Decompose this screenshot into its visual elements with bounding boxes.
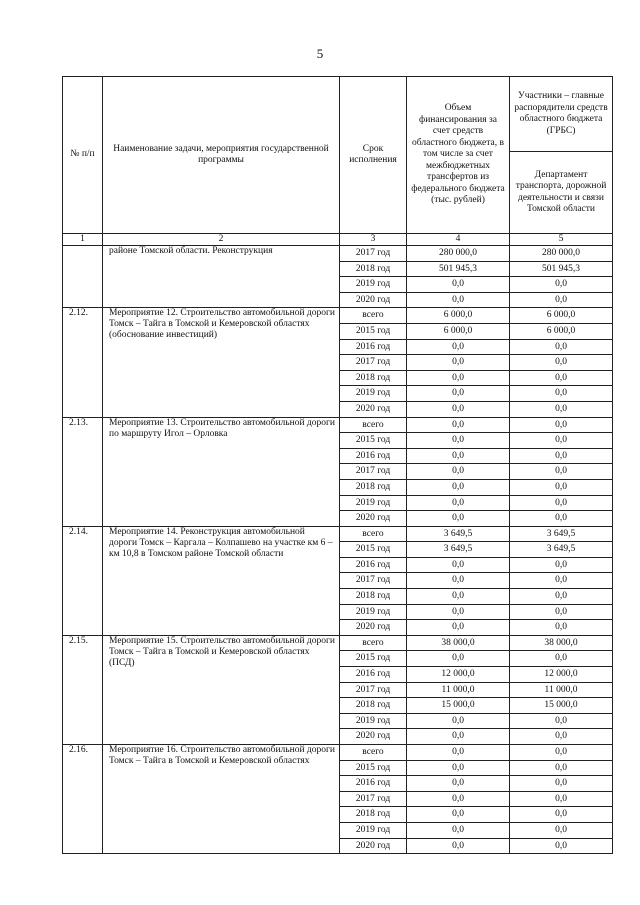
column-number: 1	[63, 234, 103, 246]
grbs-cell: 0,0	[510, 417, 613, 433]
grbs-cell: 0,0	[510, 355, 613, 371]
header-name: Наименование задачи, мероприятия государственной программы	[103, 77, 340, 234]
grbs-cell: 0,0	[510, 339, 613, 355]
volume-cell: 0,0	[407, 557, 510, 573]
volume-cell: 0,0	[407, 339, 510, 355]
measure-number: 2.16.	[63, 745, 103, 854]
volume-cell: 0,0	[407, 604, 510, 620]
measure-name: районе Томской области. Реконструкция	[103, 246, 340, 308]
period-cell: 2016 год	[340, 448, 407, 464]
header-row	[63, 77, 613, 152]
period-cell: всего	[340, 745, 407, 761]
period-cell: 2020 год	[340, 511, 407, 527]
grbs-cell: 0,0	[510, 838, 613, 854]
period-cell: 2018 год	[340, 589, 407, 605]
measure-name: Мероприятие 13. Строительство автомобильной дороги по маршруту Игол – Орловка	[103, 417, 340, 526]
grbs-cell: 0,0	[510, 511, 613, 527]
column-number: 3	[340, 234, 407, 246]
grbs-cell: 0,0	[510, 589, 613, 605]
grbs-cell: 6 000,0	[510, 308, 613, 324]
grbs-cell: 0,0	[510, 651, 613, 667]
period-cell: 2018 год	[340, 698, 407, 714]
grbs-cell: 0,0	[510, 604, 613, 620]
volume-cell: 6 000,0	[407, 323, 510, 339]
volume-cell: 6 000,0	[407, 308, 510, 324]
table-row	[63, 308, 613, 324]
table-row	[63, 635, 613, 651]
period-cell: 2020 год	[340, 729, 407, 745]
grbs-cell: 0,0	[510, 745, 613, 761]
grbs-cell: 0,0	[510, 729, 613, 745]
grbs-cell: 0,0	[510, 776, 613, 792]
header-participants: Участники – главные распорядители средств областного бюджета (ГРБС)	[510, 77, 613, 152]
grbs-cell: 0,0	[510, 760, 613, 776]
volume-cell: 15 000,0	[407, 698, 510, 714]
period-cell: 2015 год	[340, 323, 407, 339]
period-cell: 2019 год	[340, 713, 407, 729]
measure-name: Мероприятие 14. Реконструкция автомобильной дороги Томск – Каргала – Колпашево на участке км 6 – км 10,8 в Томском районе Томской области	[103, 526, 340, 635]
period-cell: всего	[340, 635, 407, 651]
table-row	[63, 526, 613, 542]
measure-name: Мероприятие 12. Строительство автомобильной дороги Томск – Тайга в Томской и Кемеровской областях (обоснование инвестиций)	[103, 308, 340, 417]
measure-name: Мероприятие 15. Строительство автомобильной дороги Томск – Тайга в Томской и Кемеровской областях (ПСД)	[103, 635, 340, 744]
volume-cell: 0,0	[407, 511, 510, 527]
volume-cell: 0,0	[407, 807, 510, 823]
period-cell: 2020 год	[340, 401, 407, 417]
grbs-cell: 501 945,3	[510, 261, 613, 277]
volume-cell: 0,0	[407, 292, 510, 308]
period-cell: 2015 год	[340, 651, 407, 667]
period-cell: 2019 год	[340, 822, 407, 838]
grbs-cell: 38 000,0	[510, 635, 613, 651]
period-cell: 2020 год	[340, 620, 407, 636]
grbs-cell: 0,0	[510, 822, 613, 838]
period-cell: всего	[340, 417, 407, 433]
period-cell: 2019 год	[340, 277, 407, 293]
grbs-cell: 6 000,0	[510, 323, 613, 339]
grbs-cell: 0,0	[510, 386, 613, 402]
grbs-cell: 0,0	[510, 370, 613, 386]
column-number-row	[63, 234, 613, 246]
column-number: 2	[103, 234, 340, 246]
header-term: Срок исполнения	[340, 77, 407, 234]
program-table	[62, 76, 613, 854]
volume-cell: 0,0	[407, 417, 510, 433]
volume-cell: 0,0	[407, 651, 510, 667]
measure-name: Мероприятие 16. Строительство автомобильной дороги Томск – Тайга в Томской и Кемеровской областях	[103, 745, 340, 854]
period-cell: 2017 год	[340, 791, 407, 807]
grbs-cell: 0,0	[510, 713, 613, 729]
volume-cell: 0,0	[407, 838, 510, 854]
volume-cell: 3 649,5	[407, 526, 510, 542]
table-row	[63, 745, 613, 761]
period-cell: 2019 год	[340, 386, 407, 402]
grbs-cell: 0,0	[510, 557, 613, 573]
measure-number: 2.15.	[63, 635, 103, 744]
volume-cell: 0,0	[407, 401, 510, 417]
period-cell: 2017 год	[340, 246, 407, 262]
period-cell: 2017 год	[340, 682, 407, 698]
volume-cell: 0,0	[407, 355, 510, 371]
volume-cell: 0,0	[407, 822, 510, 838]
header-volume: Объем финансирования за счет средств областного бюджета, в том числе за счет межбюджетных трансфертов из федерального бюджета (тыс. рублей)	[407, 77, 510, 234]
grbs-cell: 0,0	[510, 401, 613, 417]
grbs-cell: 0,0	[510, 292, 613, 308]
grbs-cell: 0,0	[510, 791, 613, 807]
volume-cell: 0,0	[407, 479, 510, 495]
measure-number: 2.14.	[63, 526, 103, 635]
period-cell: 2016 год	[340, 339, 407, 355]
grbs-cell: 3 649,5	[510, 542, 613, 558]
volume-cell: 0,0	[407, 464, 510, 480]
volume-cell: 0,0	[407, 729, 510, 745]
header-num: № п/п	[63, 77, 103, 234]
period-cell: 2019 год	[340, 604, 407, 620]
grbs-cell: 0,0	[510, 620, 613, 636]
grbs-cell: 0,0	[510, 433, 613, 449]
volume-cell: 280 000,0	[407, 246, 510, 262]
volume-cell: 12 000,0	[407, 667, 510, 683]
period-cell: 2017 год	[340, 355, 407, 371]
grbs-cell: 12 000,0	[510, 667, 613, 683]
grbs-cell: 0,0	[510, 573, 613, 589]
period-cell: 2018 год	[340, 370, 407, 386]
grbs-cell: 0,0	[510, 495, 613, 511]
volume-cell: 0,0	[407, 589, 510, 605]
period-cell: 2015 год	[340, 433, 407, 449]
period-cell: 2017 год	[340, 464, 407, 480]
grbs-cell: 0,0	[510, 277, 613, 293]
volume-cell: 0,0	[407, 620, 510, 636]
grbs-cell: 0,0	[510, 448, 613, 464]
period-cell: 2019 год	[340, 495, 407, 511]
volume-cell: 501 945,3	[407, 261, 510, 277]
measure-number: 2.13.	[63, 417, 103, 526]
measure-number: 2.12.	[63, 308, 103, 417]
volume-cell: 0,0	[407, 448, 510, 464]
grbs-cell: 15 000,0	[510, 698, 613, 714]
grbs-cell: 0,0	[510, 464, 613, 480]
grbs-cell: 0,0	[510, 807, 613, 823]
column-number: 5	[510, 234, 613, 246]
period-cell: всего	[340, 308, 407, 324]
grbs-cell: 280 000,0	[510, 246, 613, 262]
period-cell: 2016 год	[340, 776, 407, 792]
column-number: 4	[407, 234, 510, 246]
volume-cell: 0,0	[407, 370, 510, 386]
period-cell: 2020 год	[340, 292, 407, 308]
volume-cell: 0,0	[407, 386, 510, 402]
volume-cell: 0,0	[407, 277, 510, 293]
period-cell: 2015 год	[340, 542, 407, 558]
volume-cell: 0,0	[407, 573, 510, 589]
grbs-cell: 3 649,5	[510, 526, 613, 542]
volume-cell: 0,0	[407, 760, 510, 776]
volume-cell: 0,0	[407, 745, 510, 761]
volume-cell: 0,0	[407, 791, 510, 807]
period-cell: 2018 год	[340, 261, 407, 277]
period-cell: 2016 год	[340, 667, 407, 683]
grbs-cell: 11 000,0	[510, 682, 613, 698]
volume-cell: 11 000,0	[407, 682, 510, 698]
grbs-cell: 0,0	[510, 479, 613, 495]
period-cell: 2015 год	[340, 760, 407, 776]
period-cell: 2016 год	[340, 557, 407, 573]
period-cell: 2018 год	[340, 807, 407, 823]
page-number: 5	[316, 46, 324, 61]
table-row	[63, 246, 613, 262]
volume-cell: 38 000,0	[407, 635, 510, 651]
volume-cell: 3 649,5	[407, 542, 510, 558]
volume-cell: 0,0	[407, 713, 510, 729]
period-cell: всего	[340, 526, 407, 542]
header-dept: Департамент транспорта, дорожной деятельности и связи Томской области	[510, 152, 613, 234]
period-cell: 2018 год	[340, 479, 407, 495]
measure-number	[63, 246, 103, 308]
volume-cell: 0,0	[407, 495, 510, 511]
volume-cell: 0,0	[407, 776, 510, 792]
period-cell: 2017 год	[340, 573, 407, 589]
volume-cell: 0,0	[407, 433, 510, 449]
period-cell: 2020 год	[340, 838, 407, 854]
table-row	[63, 417, 613, 433]
